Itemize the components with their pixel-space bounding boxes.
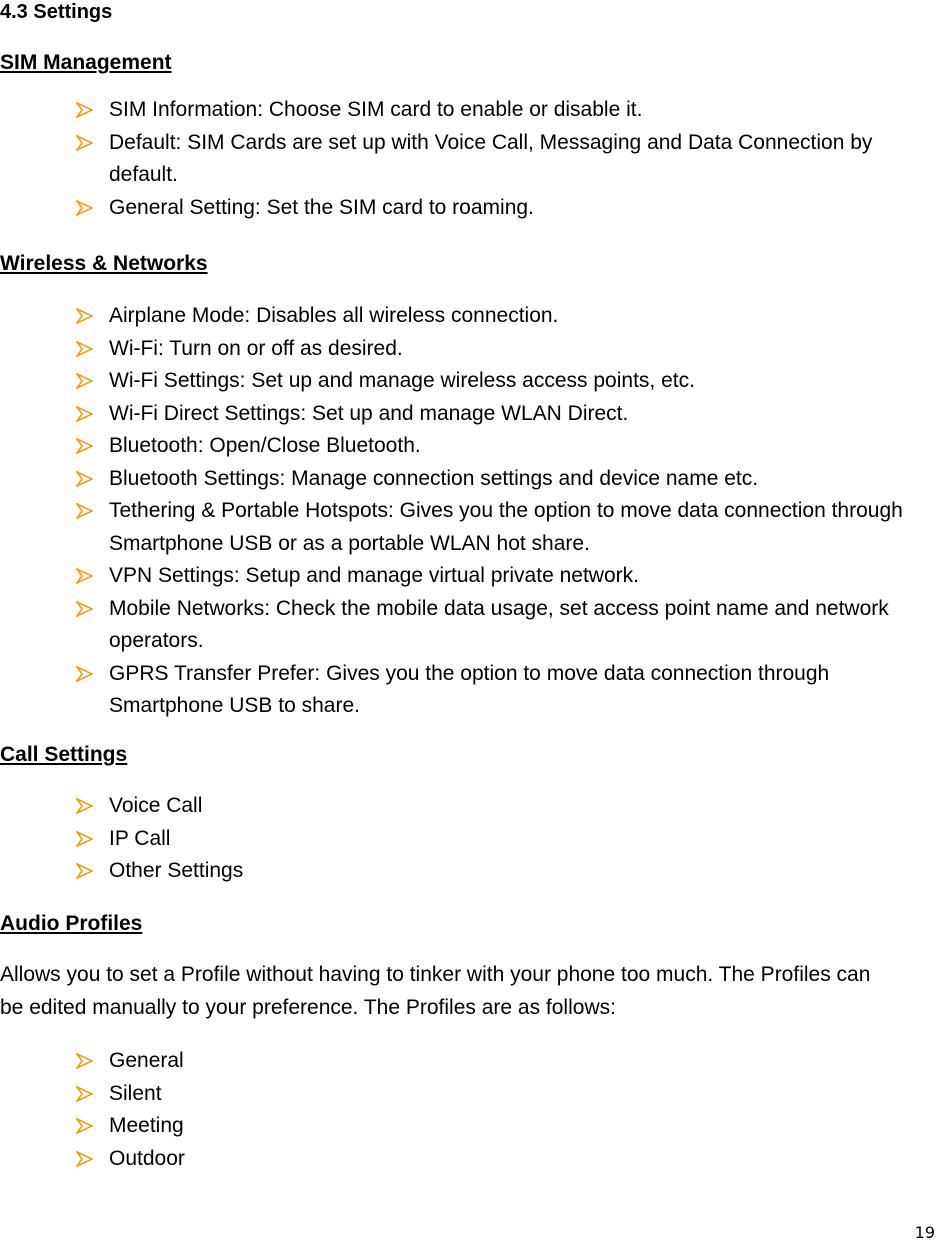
arrow-bullet-icon [76, 503, 93, 519]
arrow-bullet-icon [76, 831, 93, 847]
arrow-bullet-icon [76, 308, 93, 324]
list-item-text: Wi-Fi Direct Settings: Set up and manage WLAN Direct. [109, 401, 629, 425]
list-item [76, 495, 947, 560]
arrow-bullet-icon [76, 1151, 93, 1167]
list-item-text: Meeting [109, 1114, 184, 1137]
list-item [76, 333, 947, 366]
list-item [76, 1045, 947, 1078]
list-item-text: Voice Call [109, 794, 203, 817]
audio-profiles-list [76, 1045, 947, 1175]
section-heading-audio-profiles: Audio Profiles [0, 912, 143, 935]
arrow-bullet-icon [76, 601, 93, 617]
arrow-bullet-icon [76, 863, 93, 879]
list-item-text: IP Call [109, 826, 171, 850]
list-item-text: GPRS Transfer Prefer: Gives you the option to move data connection through Smartphone USB to share. [109, 661, 830, 717]
sim-management-list [76, 94, 947, 224]
list-item [76, 658, 947, 723]
call-settings-list [76, 790, 947, 888]
list-item-text: General [109, 1049, 184, 1072]
section-heading-call-settings: Call Settings [0, 743, 128, 766]
list-item [76, 1110, 947, 1143]
list-item [76, 1143, 947, 1176]
arrow-bullet-icon [76, 798, 93, 814]
list-item-text: Bluetooth Settings: Manage connection settings and device name etc. [109, 466, 759, 490]
arrow-bullet-icon [76, 200, 93, 216]
arrow-bullet-icon [76, 102, 93, 118]
list-item-text: Airplane Mode: Disables all wireless connection. [109, 304, 559, 327]
list-item-text: Wi-Fi Settings: Set up and manage wireless access points, etc. [109, 369, 695, 392]
list-item [76, 790, 947, 823]
list-item-text: Bluetooth: Open/Close Bluetooth. [109, 434, 421, 457]
list-item-text: Default: SIM Cards are set up with Voice Call, Messaging and Data Connection by default. [109, 130, 873, 186]
list-item [76, 593, 947, 658]
list-item-text: Outdoor [109, 1146, 185, 1170]
arrow-bullet-icon [76, 471, 93, 487]
list-item-text: SIM Information: Choose SIM card to enable or disable it. [109, 98, 643, 121]
section-heading-sim-management: SIM Management [0, 51, 172, 74]
list-item-text: VPN Settings: Setup and manage virtual private network. [109, 564, 639, 587]
arrow-bullet-icon [76, 568, 93, 584]
list-item-text: Tethering & Portable Hotspots: Gives you the option to move data connection through Smartphone USB or as a portable WLAN hot share. [109, 499, 903, 555]
list-item [76, 127, 947, 192]
list-item [76, 463, 947, 496]
arrow-bullet-icon [76, 1118, 93, 1134]
list-item [76, 300, 947, 333]
page-number: 19 [914, 1223, 935, 1242]
list-item [76, 560, 947, 593]
arrow-bullet-icon [76, 1053, 93, 1069]
arrow-bullet-icon [76, 666, 93, 682]
list-item [76, 365, 947, 398]
arrow-bullet-icon [76, 135, 93, 151]
wireless-networks-list [76, 300, 947, 723]
list-item-text: Other Settings [109, 859, 244, 882]
section-heading-wireless-networks: Wireless & Networks [0, 252, 208, 275]
page-title: 4.3 Settings [0, 1, 113, 23]
list-item [76, 1078, 947, 1111]
list-item-text: Silent [109, 1081, 162, 1105]
list-item [76, 192, 947, 225]
list-item-text: Mobile Networks: Check the mobile data usage, set access point name and network operators. [109, 596, 889, 652]
arrow-bullet-icon [76, 341, 93, 357]
audio-profiles-description: Allows you to set a Profile without having to tinker with your phone too much. The Profiles can be edited manually to your preference. The Profiles are as follows: [0, 963, 871, 1019]
list-item-text: General Setting: Set the SIM card to roaming. [109, 195, 534, 219]
list-item-text: Wi-Fi: Turn on or off as desired. [109, 336, 403, 360]
list-item [76, 823, 947, 856]
list-item [76, 398, 947, 431]
list-item [76, 94, 947, 127]
list-item [76, 855, 947, 888]
arrow-bullet-icon [76, 1086, 93, 1102]
list-item [76, 430, 947, 463]
arrow-bullet-icon [76, 373, 93, 389]
arrow-bullet-icon [76, 406, 93, 422]
arrow-bullet-icon [76, 438, 93, 454]
